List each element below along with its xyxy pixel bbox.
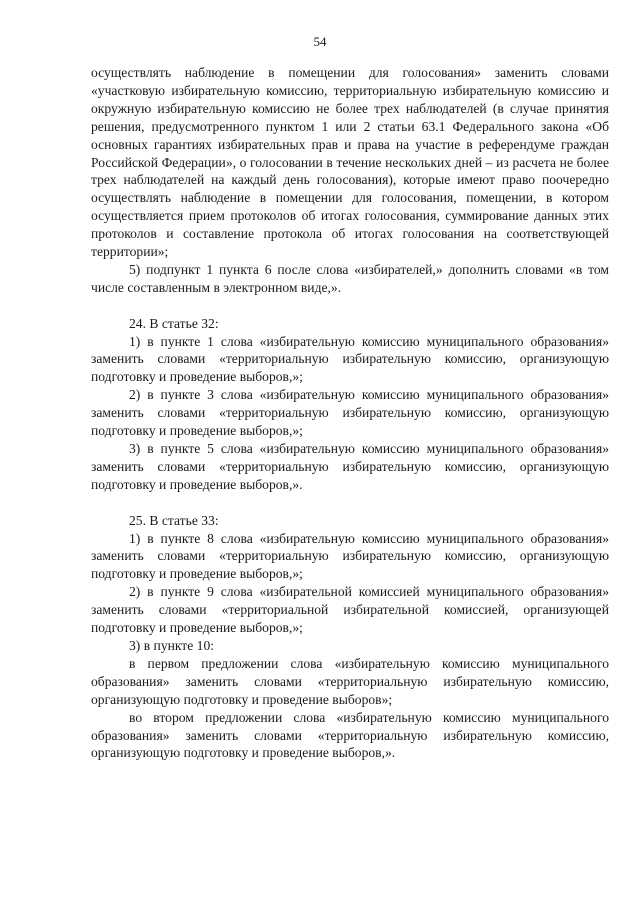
- article-33-item-3-second-sentence: во втором предложении слова «избирательную комиссию муниципального образования» заменить словами «территориальную избирательную комиссию, организующую подготовку и проведение выборов,».: [91, 709, 609, 761]
- paragraph-gap: [91, 494, 609, 512]
- article-33-item-3-first-sentence: в первом предложении слова «избирательную комиссию муниципального образования» заменить словами «территориальную избирательную комиссию, организующую подготовку и проведение выборов»;: [91, 655, 609, 707]
- page-number: 54: [313, 34, 327, 49]
- article-32-heading: 24. В статье 32:: [129, 315, 219, 331]
- document-body: [91, 64, 609, 762]
- article-33-item-2: 2) в пункте 9 слова «избирательной комиссией муниципального образования» заменить словами «территориальной избирательной комиссией, организующей подготовку и проведение выборов,»;: [91, 584, 609, 636]
- article-33-item-3: 3) в пункте 10:: [129, 637, 215, 653]
- article-32-item-2: 2) в пункте 3 слова «избирательную комиссию муниципального образования» заменить словами «территориальную избирательную комиссию, организующую подготовку и проведение выборов,»;: [91, 387, 609, 439]
- article-33-item-1: 1) в пункте 8 слова «избирательную комиссию муниципального образования» заменить словами «территориальную избирательную комиссию, организующую подготовку и проведение выборов,»;: [91, 530, 609, 582]
- paragraph-continuation: осуществлять наблюдение в помещении для голосования» заменить словами «участковую избирательную комиссию, территориальную избирательную комиссию и окружную избирательную комиссию не более трех наблюдателей (в случае принятия решения, предусмотренного пунктом 1 или 2 статьи 63.1 Федерального закона «Об основных гарантиях избирательных прав и права на участие в референдуме граждан Российской Федерации», о голосовании в течение нескольких дней – из расчета не более трех наблюдателей на каждый день голосования), которые имеют право поочередно осуществлять наблюдение в помещении для голосования, помещении, в котором осуществляется прием протоколов об итогах голосования, суммирование данных этих протоколов и составление протокола об итогах голосования на соответствующей территории»;: [91, 65, 609, 260]
- paragraph-gap: [91, 297, 609, 315]
- paragraph-item-5: 5) подпункт 1 пункта 6 после слова «избирателей,» дополнить словами «в том числе составленным в электронном виде,».: [91, 261, 609, 295]
- article-32-item-1: 1) в пункте 1 слова «избирательную комиссию муниципального образования» заменить словами «территориальную избирательную комиссию, организующую подготовку и проведение выборов,»;: [91, 333, 609, 385]
- article-33-heading: 25. В статье 33:: [129, 512, 219, 528]
- article-32-item-3: 3) в пункте 5 слова «избирательную комиссию муниципального образования» заменить словами «территориальную избирательную комиссию, организующую подготовку и проведение выборов,».: [91, 441, 609, 492]
